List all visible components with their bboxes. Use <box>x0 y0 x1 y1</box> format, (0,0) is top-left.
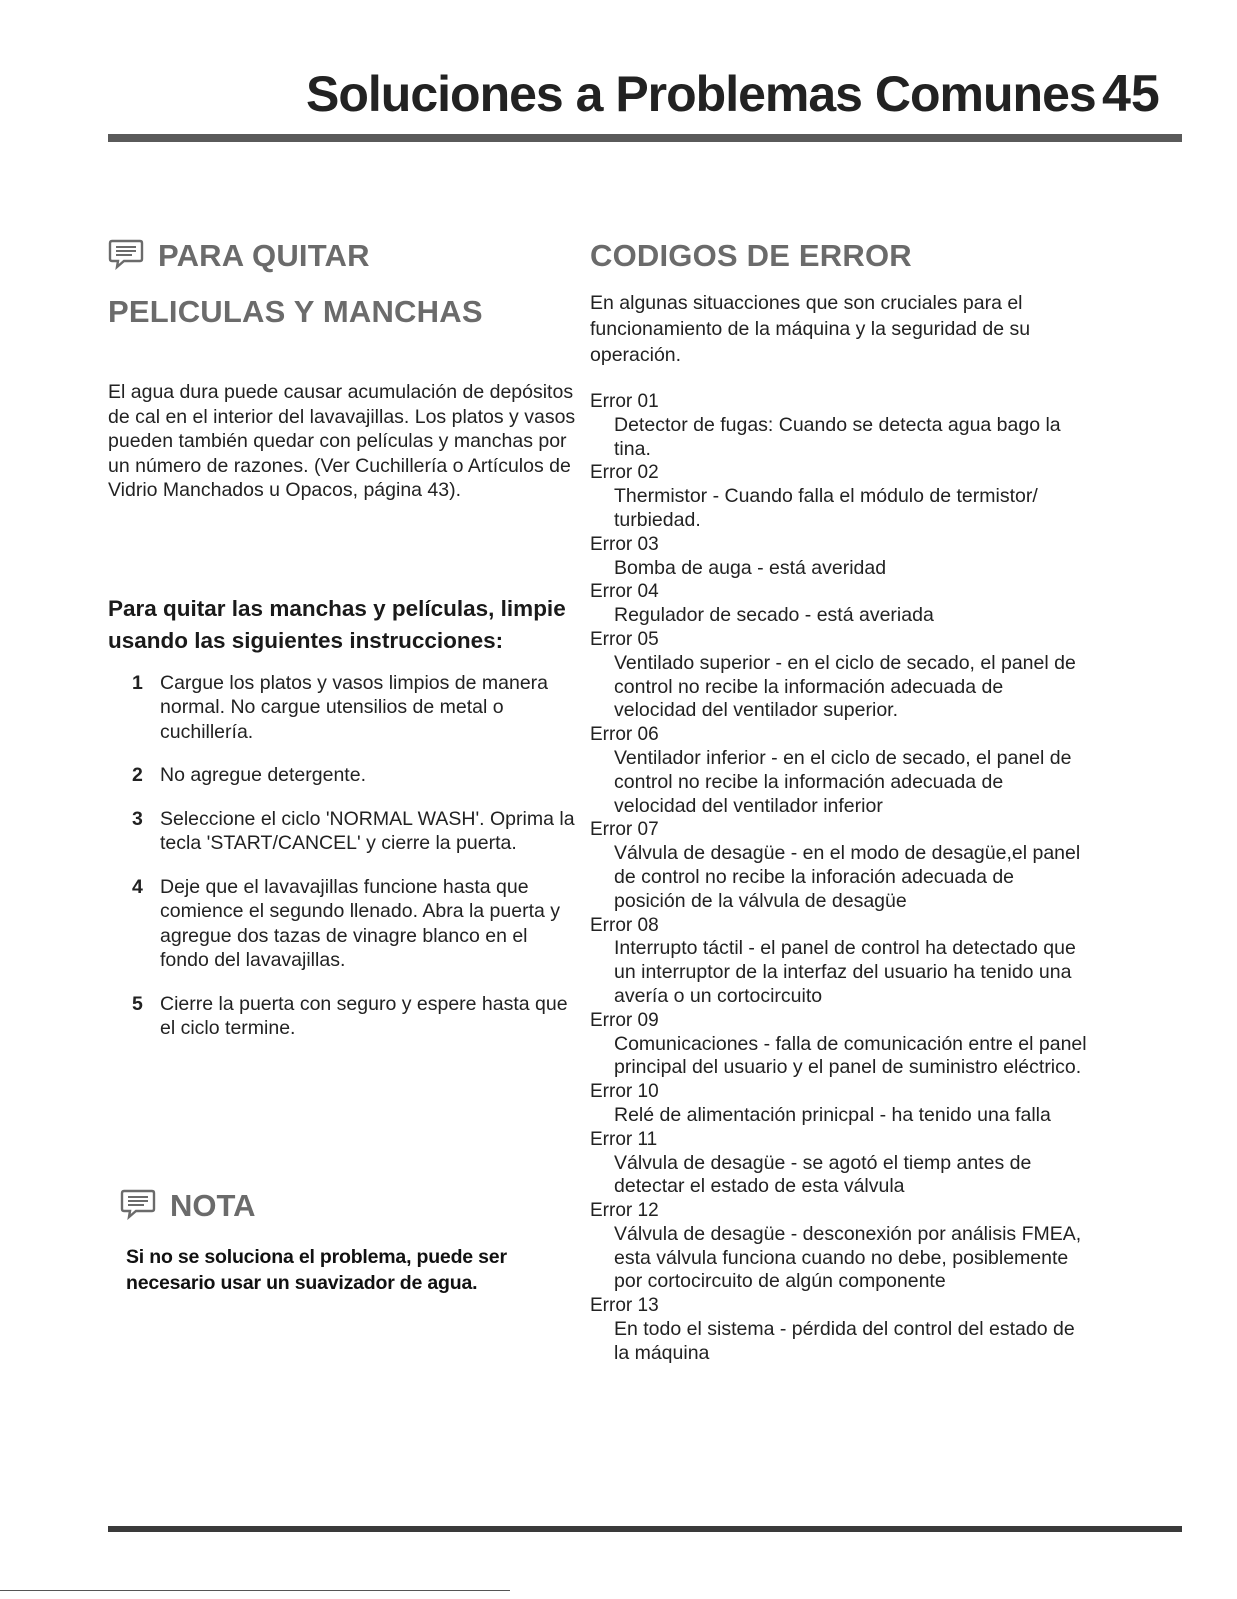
error-description: Comunicaciones - falla de comunicación entre el panel principal del usuario y el panel de suministro eléctrico. <box>614 1032 1087 1079</box>
note-heading-text: NOTA <box>170 1188 256 1223</box>
error-code: Error 11 <box>590 1128 658 1150</box>
error-code: Error 03 <box>590 533 659 555</box>
step-number: 4 <box>132 875 143 898</box>
step-text: No agregue detergente. <box>160 764 366 786</box>
step-number: 2 <box>132 764 143 786</box>
error-item <box>590 1199 1090 1294</box>
error-item <box>590 580 1090 628</box>
list-item <box>108 763 578 788</box>
error-item <box>590 723 1090 818</box>
error-codes-heading: CODIGOS DE ERROR <box>590 238 912 273</box>
error-item <box>590 628 1090 723</box>
films-heading <box>108 230 578 338</box>
error-code: Error 10 <box>590 1081 659 1103</box>
error-codes-intro: En algunas situacciones que son cruciales para el funcionamiento de la máquina y la seguridad de su operación. <box>590 292 1031 366</box>
error-code: Error 08 <box>590 914 659 936</box>
list-item <box>108 875 578 973</box>
error-code: Error 02 <box>590 462 659 484</box>
error-description: Interrupto táctil - el panel de control ha detectado que un interruptor de la interfaz del usuario ha tenido una avería o un cortocircuito <box>614 937 1076 1007</box>
error-code: Error 13 <box>590 1295 659 1317</box>
list-item <box>108 992 578 1041</box>
error-item <box>590 818 1090 913</box>
error-description: Bomba de auga - está averidad <box>614 556 887 579</box>
note-icon <box>120 1188 156 1232</box>
error-item <box>590 914 1090 1009</box>
error-description: Ventilador inferior - en el ciclo de secado, el panel de control no recibe la información adecuada de velocidad del ventilador inferior <box>614 746 1072 817</box>
error-description: Ventilado superior - en el ciclo de secado, el panel de control no recibe la información adecuada de velocidad del ventilador superior. <box>614 651 1076 722</box>
error-code: Error 12 <box>590 1200 659 1222</box>
error-item <box>590 1009 1090 1080</box>
error-item <box>590 1080 1090 1128</box>
error-item <box>590 1128 1090 1199</box>
list-item <box>108 671 578 745</box>
error-description: Válvula de desagüe - desconexión por análisis FMEA, esta válvula funciona cuando no debe, posiblemente por cortocircuito de algún componente <box>614 1222 1082 1293</box>
instruction-list <box>108 671 578 1041</box>
error-description: Regulador de secado - está averiada <box>614 604 934 627</box>
step-number: 3 <box>132 807 143 830</box>
error-item <box>590 533 1090 581</box>
error-item <box>590 461 1090 532</box>
step-text: Cargue los platos y vasos limpios de manera normal. No cargue utensilios de metal o cuchillería. <box>160 671 549 743</box>
page-number: 45 <box>1102 65 1160 123</box>
step-text: Seleccione el ciclo 'NORMAL WASH'. Oprima la tecla 'START/CANCEL' y cierre la puerta. <box>160 807 575 854</box>
films-intro: El agua dura puede causar acumulación de depósitos de cal en el interior del lavavajillas. Los platos y vasos pueden también quedar con películas y manchas por un número de razones. (Ver Cuchillería o Artículos de Vidrio Manchados u Opacos, página 43). <box>108 381 576 501</box>
error-description: En todo el sistema - pérdida del control del estado de la máquina <box>614 1318 1075 1364</box>
error-code: Error 07 <box>590 819 659 841</box>
note-text: Si no se soluciona el problema, puede ser necesario usar un suavizador de agua. <box>126 1246 507 1294</box>
error-item <box>590 1294 1090 1365</box>
error-description: Válvula de desagüe - en el modo de desagüe,el panel de control no recibe la inforación adecuada de posición de la válvula de desagüe <box>614 842 1081 912</box>
error-description: Válvula de desagüe - se agotó el tiemp antes de detectar el estado de esta válvula <box>614 1151 1032 1198</box>
error-code: Error 04 <box>590 581 659 603</box>
error-code: Error 05 <box>590 628 659 650</box>
films-heading-line1: PARA QUITAR <box>158 238 370 273</box>
step-text: Deje que el lavavajillas funcione hasta que comience el segundo llenado. Abra la puerta y agregue dos tazas de vinagre blanco en el fondo del lavavajillas. <box>160 875 561 971</box>
scan-edge-line <box>0 1590 510 1591</box>
note-heading <box>120 1184 540 1232</box>
page-title: Soluciones a Problemas Comunes <box>306 66 1096 122</box>
error-description: Thermistor - Cuando falla el módulo de termistor/ turbiedad. <box>614 485 1038 531</box>
note-box <box>120 1184 540 1296</box>
error-code: Error 09 <box>590 1009 659 1031</box>
error-codes-section <box>590 230 1090 1366</box>
error-code: Error 06 <box>590 724 659 746</box>
note-icon <box>108 234 144 286</box>
step-number: 1 <box>132 671 143 694</box>
films-heading-line2: PELICULAS Y MANCHAS <box>108 294 483 329</box>
header-divider <box>108 134 1182 142</box>
footer-divider <box>108 1526 1182 1532</box>
step-text: Cierre la puerta con seguro y espere hasta que el ciclo termine. <box>160 992 568 1039</box>
list-item <box>108 807 578 856</box>
error-list <box>590 390 1090 1366</box>
error-description: Relé de alimentación prinicpal - ha tenido una falla <box>614 1103 1051 1126</box>
error-item <box>590 390 1090 461</box>
films-subheading: Para quitar las manchas y películas, limpie usando las siguientes instrucciones: <box>108 595 566 653</box>
step-number: 5 <box>132 992 143 1015</box>
error-description: Detector de fugas: Cuando se detecta agua bago la tina. <box>614 413 1061 460</box>
films-section <box>108 230 578 1060</box>
error-code: Error 01 <box>590 391 659 412</box>
